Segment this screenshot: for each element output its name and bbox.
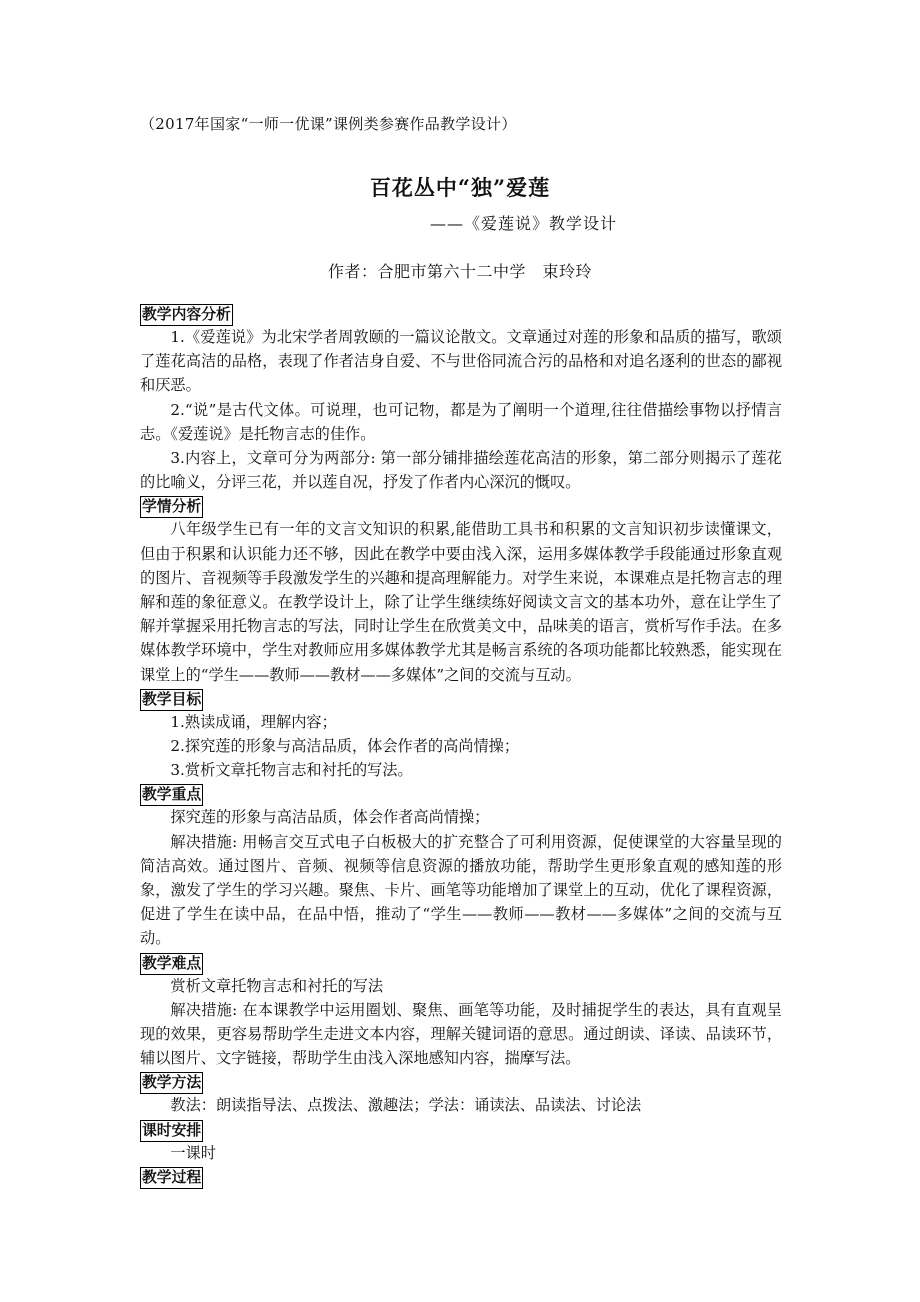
section-heading-student-analysis: 学情分析	[140, 496, 203, 518]
paragraph: 解决措施: 用畅言交互式电子白板极大的扩充整合了可利用资源，促使课堂的大容量呈现的简洁高效。通过图片、音频、视频等信息资源的播放功能，帮助学生更形象直观的感知莲的形象，激发了学生的学习兴趣。聚焦、卡片、画笔等功能增加了课堂上的互动，优化了课程资源，促进了学生在读中品，在品中悟，推动了“学生——教师——教材——多媒体”之间的交流与互动。	[140, 832, 782, 948]
paragraph: 教法：朗读指导法、点拨法、激趣法；学法：诵读法、品读法、讨论法	[170, 1096, 642, 1115]
paragraph: 八年级学生已有一年的文言文知识的积累,能借助工具书和积累的文言知识初步读懂课文，但由于积累和认识能力还不够，因此在教学中要由浅入深，运用多媒体教学手段能通过形象直观的图片、音视频等手段激发学生的兴趣和提高理解能力。对学生来说，本课难点是托物言志的理解和莲的象征意义。在教学设计上，除了让学生继续练好阅读文言文的基本功外，意在让学生了解并掌握采用托物言志的写法，同时让学生在欣赏美文中，品味美的语言，赏析写作手法。在多媒体教学环境中，学生对教师应用多媒体教学尤其是畅言系统的各项功能都比较熟悉，能实现在课堂上的“学生——教师——教材——多媒体”之间的交流与互动。	[140, 520, 782, 684]
section-heading-process: 教学过程	[140, 1167, 203, 1189]
document-body	[140, 302, 782, 1188]
section-heading-goals: 教学目标	[140, 689, 203, 711]
section-heading-schedule: 课时安排	[140, 1120, 203, 1142]
section-heading-difficulties: 教学难点	[140, 953, 203, 975]
goal-item: 3.赏析文章托物言志和衬托的写法。	[170, 761, 413, 780]
goal-item: 1.熟读成诵，理解内容；	[170, 712, 337, 731]
paragraph: 解决措施: 在本课教学中运用圈划、聚焦、画笔等功能，及时捕捉学生的表达，具有直观呈现的效果，更容易帮助学生走进文本内容，理解关键词语的意思。通过朗读、译读、品读环节，辅以图片、文字链接，帮助学生由浅入深地感知内容，揣摩写法。	[140, 1000, 782, 1068]
section-heading-content-analysis: 教学内容分析	[140, 304, 233, 326]
section-heading-methods: 教学方法	[140, 1072, 203, 1094]
goal-item: 2.探究莲的形象与高洁品质，体会作者的高尚情操；	[170, 737, 520, 756]
paragraph: 赏析文章托物言志和衬托的写法	[170, 976, 384, 995]
document-title: 百花丛中“独”爱莲	[369, 175, 551, 200]
author-line: 作者：合肥市第六十二中学 束玲玲	[327, 262, 592, 281]
paragraph: 3.内容上，文章可分为两部分: 第一部分铺排描绘莲花高洁的形象，第二部分则揭示了莲花的比喻义，分评三花，并以莲自况，抒发了作者内心深沉的慨叹。	[140, 449, 782, 492]
document-subtitle: ——《爱莲说》教学设计	[430, 214, 618, 233]
section-heading-key-points: 教学重点	[140, 784, 203, 806]
header-note: （2017年国家“一师一优课”课例类参赛作品教学设计）	[140, 115, 517, 133]
paragraph: 一课时	[170, 1143, 216, 1162]
paragraph: 探究莲的形象与高洁品质，体会作者高尚情操；	[170, 808, 490, 827]
paragraph: 1.《爱莲说》为北宋学者周敦颐的一篇议论散文。文章通过对莲的形象和品质的描写，歌颂了莲花高洁的品格，表现了作者洁身自爱、不与世俗同流合污的品格和对追名逐利的世态的鄙视和厌恶。	[140, 328, 782, 395]
paragraph: 2.“说”是古代文体。可说理，也可记物，都是为了阐明一个道理,往往借描绘事物以抒情言志。《爱莲说》是托物言志的佳作。	[140, 400, 782, 443]
